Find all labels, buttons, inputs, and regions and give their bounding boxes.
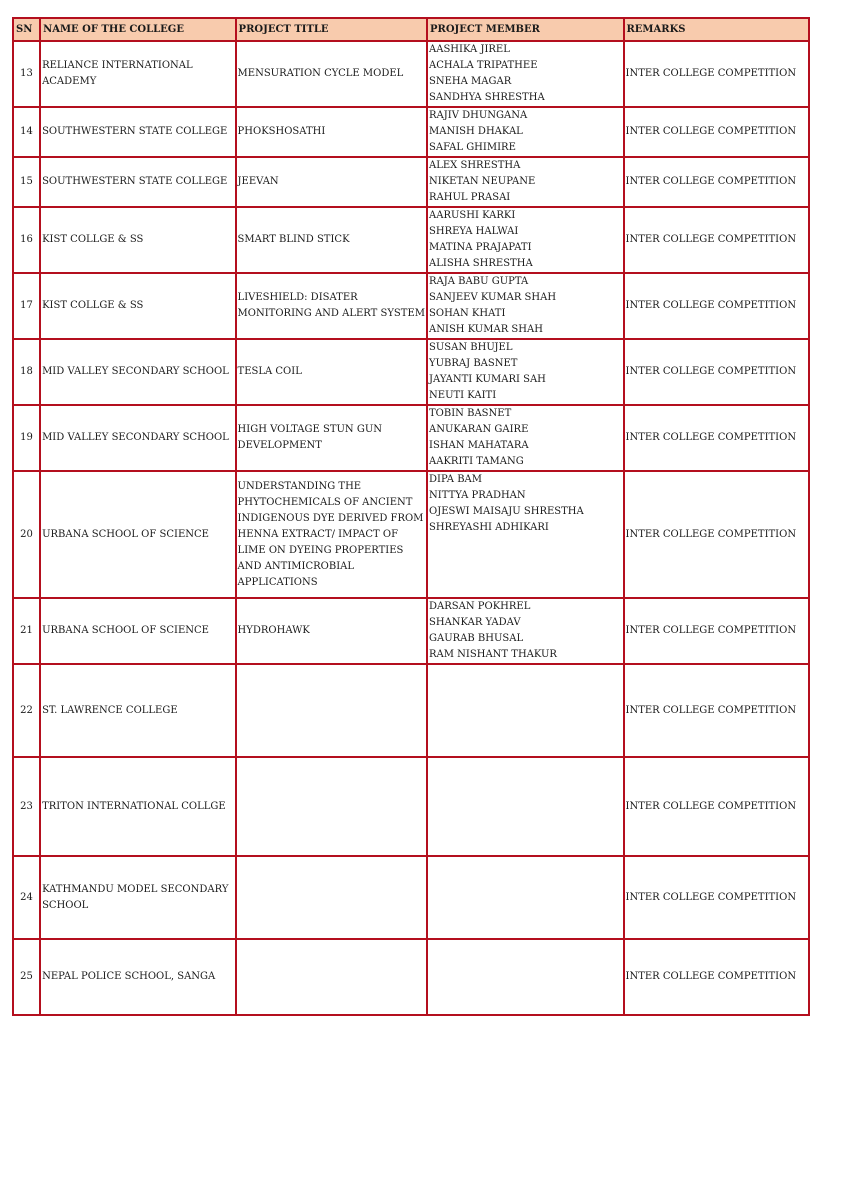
project-member: MANISH DHAKAL (429, 126, 523, 137)
cell-remarks: INTER COLLEGE COMPETITION (624, 41, 810, 107)
cell-remarks: INTER COLLEGE COMPETITION (624, 207, 810, 273)
cell-college: SOUTHWESTERN STATE COLLEGE (40, 107, 235, 157)
table-row (13, 757, 809, 856)
cell-remarks: INTER COLLEGE COMPETITION (624, 339, 810, 405)
header-remarks: REMARKS (624, 18, 810, 41)
project-member: ISHAN MAHATARA (429, 440, 529, 451)
header-row (13, 18, 809, 41)
table-row (13, 273, 809, 339)
cell-project-members (427, 273, 623, 339)
header-sn: SN (13, 18, 40, 41)
cell-sn: 23 (13, 757, 40, 856)
cell-remarks: INTER COLLEGE COMPETITION (624, 856, 810, 939)
table-row (13, 107, 809, 157)
cell-project-members (427, 939, 623, 1015)
table-row (13, 207, 809, 273)
project-member: GAURAB BHUSAL (429, 633, 524, 644)
cell-project-members (427, 107, 623, 157)
cell-college: KIST COLLGE & SS (40, 207, 235, 273)
project-member: RAHUL PRASAI (429, 192, 511, 203)
cell-project-members (427, 664, 623, 757)
cell-college: SOUTHWESTERN STATE COLLEGE (40, 157, 235, 207)
project-member: YUBRAJ BASNET (429, 358, 518, 369)
cell-sn: 25 (13, 939, 40, 1015)
table-row (13, 471, 809, 598)
cell-project-members (427, 471, 623, 598)
project-member: SNEHA MAGAR (429, 76, 512, 87)
project-member: SHREYASHI ADHIKARI (429, 522, 549, 533)
cell-sn: 18 (13, 339, 40, 405)
cell-remarks: INTER COLLEGE COMPETITION (624, 273, 810, 339)
cell-college: MID VALLEY SECONDARY SCHOOL (40, 405, 235, 471)
project-member: RAJIV DHUNGANA (429, 110, 528, 121)
table-row (13, 405, 809, 471)
cell-project-members (427, 757, 623, 856)
project-member: OJESWI MAISAJU SHRESTHA (429, 506, 584, 517)
project-member: ANUKARAN GAIRE (429, 424, 529, 435)
cell-project-title: PHOKSHOSATHI (236, 107, 427, 157)
cell-sn: 24 (13, 856, 40, 939)
table-row (13, 856, 809, 939)
cell-remarks: INTER COLLEGE COMPETITION (624, 598, 810, 664)
cell-remarks: INTER COLLEGE COMPETITION (624, 157, 810, 207)
table-row (13, 939, 809, 1015)
cell-remarks: INTER COLLEGE COMPETITION (624, 757, 810, 856)
cell-sn: 22 (13, 664, 40, 757)
project-member: SAFAL GHIMIRE (429, 142, 516, 153)
project-member: ALISHA SHRESTHA (429, 258, 533, 269)
project-member: SANJEEV KUMAR SHAH (429, 292, 557, 303)
project-member: NEUTI KAITI (429, 390, 497, 401)
cell-college: URBANA SCHOOL OF SCIENCE (40, 471, 235, 598)
header-college: NAME OF THE COLLEGE (40, 18, 235, 41)
cell-project-members (427, 157, 623, 207)
project-member: RAM NISHANT THAKUR (429, 649, 557, 660)
project-member: SOHAN KHATI (429, 308, 506, 319)
cell-remarks: INTER COLLEGE COMPETITION (624, 471, 810, 598)
project-member: NIKETAN NEUPANE (429, 176, 536, 187)
table-body (13, 41, 809, 1015)
cell-project-title: HYDROHAWK (236, 598, 427, 664)
cell-college: URBANA SCHOOL OF SCIENCE (40, 598, 235, 664)
cell-project-members (427, 41, 623, 107)
cell-remarks: INTER COLLEGE COMPETITION (624, 939, 810, 1015)
cell-college: KIST COLLGE & SS (40, 273, 235, 339)
cell-sn: 14 (13, 107, 40, 157)
project-member: JAYANTI KUMARI SAH (429, 374, 546, 385)
project-member: SHREYA HALWAI (429, 226, 519, 237)
project-member: AASHIKA JIREL (429, 44, 510, 55)
cell-sn: 13 (13, 41, 40, 107)
cell-project-title: HIGH VOLTAGE STUN GUN DEVELOPMENT (236, 405, 427, 471)
cell-college: ST. LAWRENCE COLLEGE (40, 664, 235, 757)
project-member: ACHALA TRIPATHEE (429, 60, 538, 71)
cell-project-members (427, 405, 623, 471)
cell-project-title (236, 757, 427, 856)
cell-sn: 20 (13, 471, 40, 598)
project-member: NITTYA PRADHAN (429, 490, 526, 501)
project-member: ALEX SHRESTHA (429, 160, 521, 171)
cell-project-members (427, 207, 623, 273)
cell-project-title (236, 856, 427, 939)
project-member: AAKRITI TAMANG (429, 456, 524, 467)
cell-project-members (427, 598, 623, 664)
cell-college: NEPAL POLICE SCHOOL, SANGA (40, 939, 235, 1015)
project-member: ANISH KUMAR SHAH (429, 324, 543, 335)
cell-sn: 15 (13, 157, 40, 207)
cell-sn: 17 (13, 273, 40, 339)
project-table (12, 17, 810, 1016)
cell-college: RELIANCE INTERNATIONAL ACADEMY (40, 41, 235, 107)
table-row (13, 41, 809, 107)
cell-sn: 16 (13, 207, 40, 273)
cell-sn: 19 (13, 405, 40, 471)
project-member: DARSAN POKHREL (429, 601, 531, 612)
cell-remarks: INTER COLLEGE COMPETITION (624, 664, 810, 757)
cell-remarks: INTER COLLEGE COMPETITION (624, 107, 810, 157)
project-member: SHANKAR YADAV (429, 617, 521, 628)
project-member: SUSAN BHUJEL (429, 342, 513, 353)
project-member: MATINA PRAJAPATI (429, 242, 532, 253)
project-member: DIPA BAM (429, 474, 483, 485)
cell-project-members (427, 856, 623, 939)
header-title: PROJECT TITLE (236, 18, 427, 41)
project-member: SANDHYA SHRESTHA (429, 92, 545, 103)
project-member: AARUSHI KARKI (429, 210, 516, 221)
cell-project-title: JEEVAN (236, 157, 427, 207)
cell-project-title (236, 939, 427, 1015)
cell-project-title: TESLA COIL (236, 339, 427, 405)
project-member: TOBIN BASNET (429, 408, 512, 419)
cell-project-title (236, 664, 427, 757)
cell-college: TRITON INTERNATIONAL COLLGE (40, 757, 235, 856)
cell-project-title: LIVESHIELD: DISATER MONITORING AND ALERT SYSTEM (236, 273, 427, 339)
cell-project-title: MENSURATION CYCLE MODEL (236, 41, 427, 107)
table-row (13, 664, 809, 757)
table-row (13, 157, 809, 207)
cell-remarks: INTER COLLEGE COMPETITION (624, 405, 810, 471)
cell-sn: 21 (13, 598, 40, 664)
cell-college: MID VALLEY SECONDARY SCHOOL (40, 339, 235, 405)
table-row (13, 598, 809, 664)
cell-project-members (427, 339, 623, 405)
cell-project-title: UNDERSTANDING THE PHYTOCHEMICALS OF ANCIENT INDIGENOUS DYE DERIVED FROM HENNA EXTRACT/ IMPACT OF LIME ON DYEING PROPERTIES AND ANTIMICROBIAL APPLICATIONS (236, 471, 427, 598)
cell-college: KATHMANDU MODEL SECONDARY SCHOOL (40, 856, 235, 939)
project-member: RAJA BABU GUPTA (429, 276, 529, 287)
table-row (13, 339, 809, 405)
header-member: PROJECT MEMBER (427, 18, 623, 41)
cell-project-title: SMART BLIND STICK (236, 207, 427, 273)
